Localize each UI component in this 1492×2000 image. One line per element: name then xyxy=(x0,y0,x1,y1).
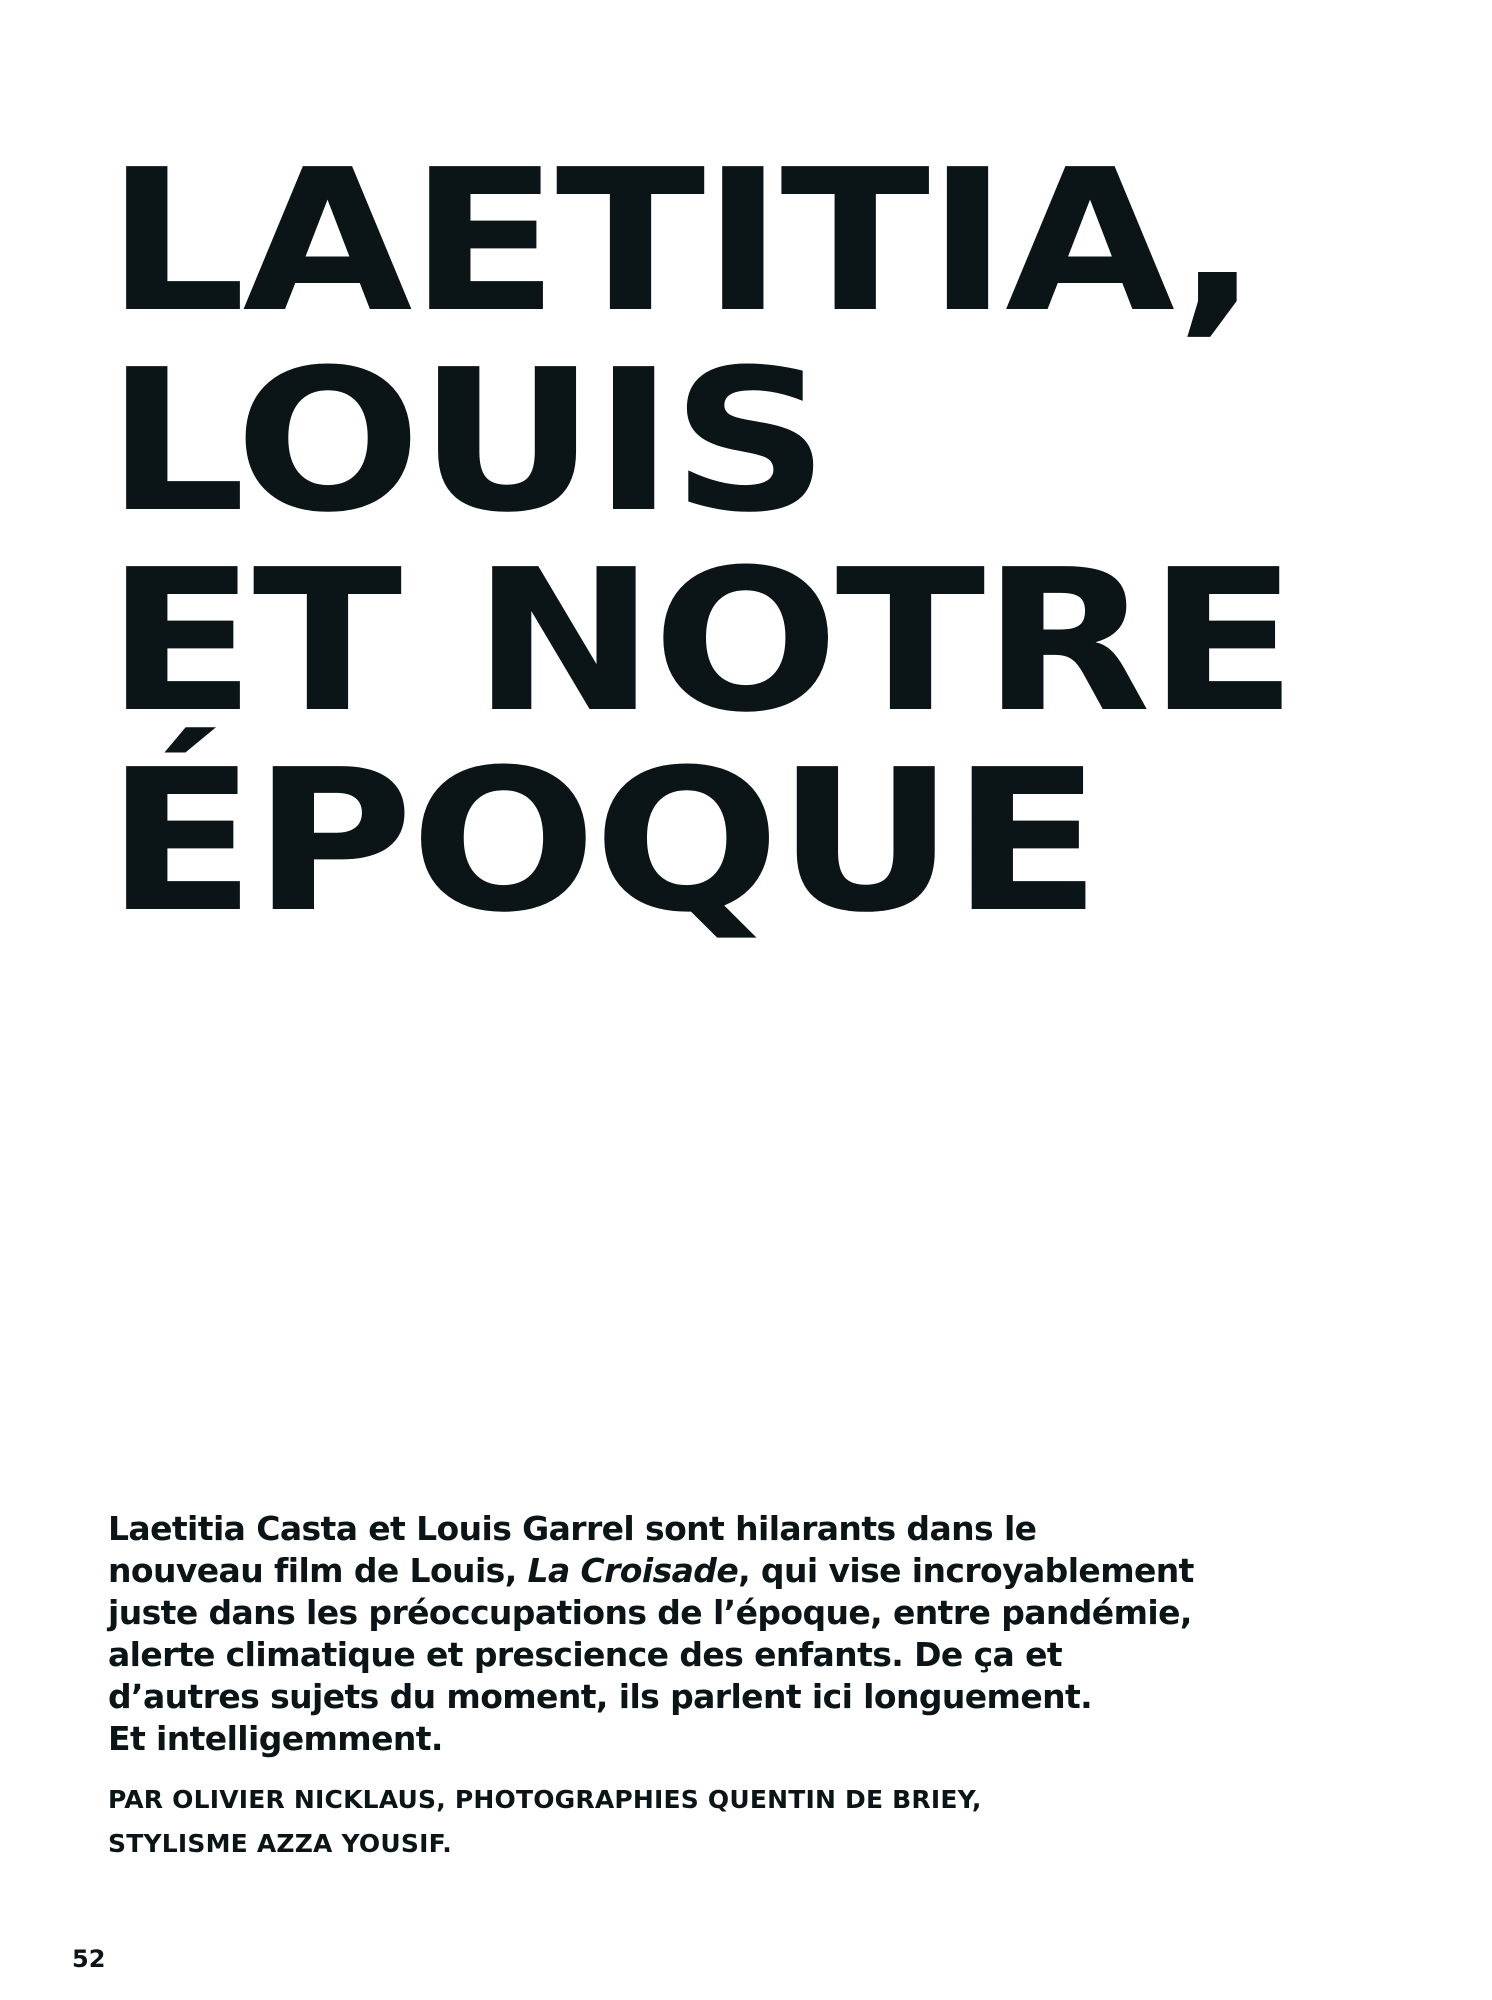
deck-line-1: Laetitia Casta et Louis Garrel sont hilarants dans le xyxy=(108,1509,1037,1548)
film-title: La Croisade xyxy=(527,1551,739,1590)
title-line-1: LAETITIA, xyxy=(106,128,1256,356)
deck-line-2 xyxy=(108,1550,1388,1592)
title-line-2: LOUIS xyxy=(106,328,826,556)
credits-line-1: PAR OLIVIER NICKLAUS, PHOTOGRAPHIES QUENTIN DE BRIEY, xyxy=(108,1785,982,1814)
article-deck xyxy=(108,1508,1388,1760)
deck-line-2-start: nouveau film de Louis, xyxy=(108,1551,528,1590)
deck-line-5: d’autres sujets du moment, ils parlent ici longuement. xyxy=(108,1677,1093,1716)
title-line-4: ÉPOQUE xyxy=(106,728,1099,956)
deck-line-6: Et intelligemment. xyxy=(108,1719,443,1758)
deck-line-4: alerte climatique et prescience des enfants. De ça et xyxy=(108,1635,1063,1674)
article-credits xyxy=(108,1778,982,1866)
article-title xyxy=(106,128,1295,956)
credits-line-2: STYLISME AZZA YOUSIF. xyxy=(108,1829,452,1858)
deck-line-3: juste dans les préoccupations de l’époque, entre pandémie, xyxy=(108,1593,1192,1632)
deck-line-2-end: , qui vise incroyablement xyxy=(738,1551,1194,1590)
page-number: 52 xyxy=(72,1945,106,1973)
title-line-3: ET NOTRE xyxy=(106,528,1295,756)
